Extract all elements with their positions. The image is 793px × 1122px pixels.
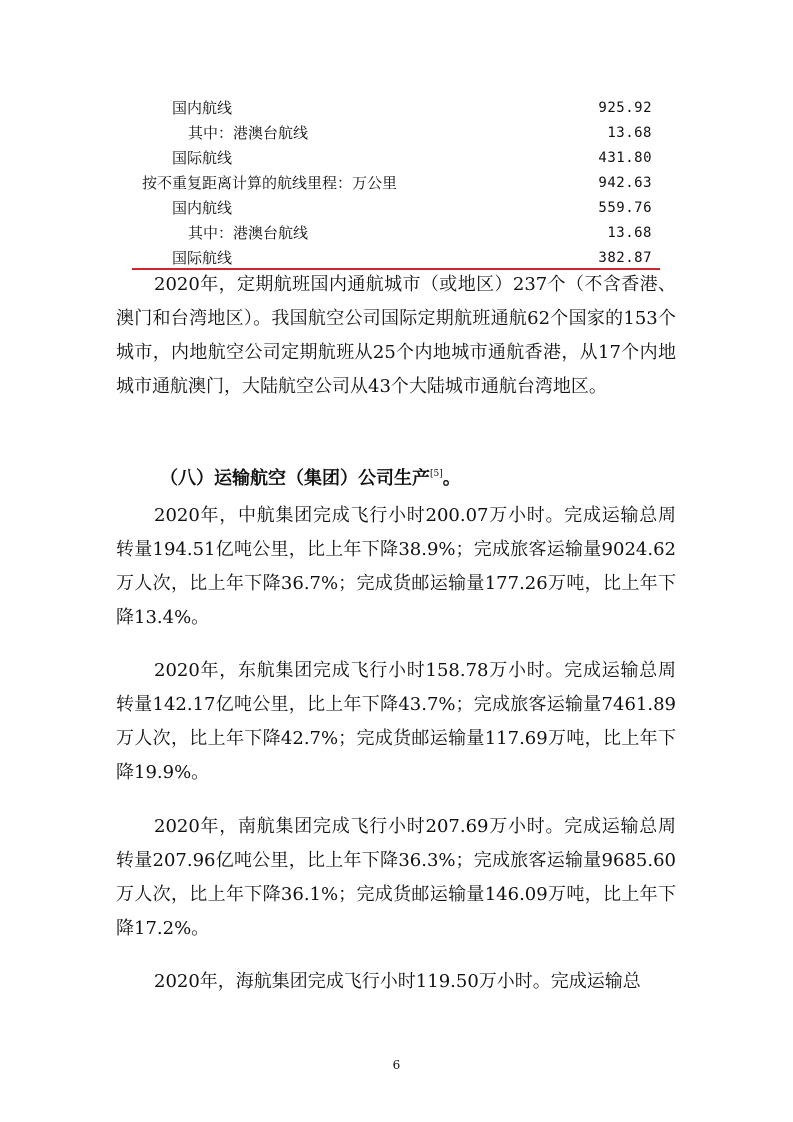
stat-label: 其中：港澳台航线	[188, 224, 309, 242]
stat-label: 国际航线	[172, 249, 233, 267]
stat-row	[128, 171, 662, 196]
stat-row	[128, 121, 662, 146]
stat-row	[128, 221, 662, 246]
stat-label: 国内航线	[172, 199, 233, 217]
section-heading-text: （八）运输航空（集团）公司生产	[160, 468, 430, 489]
paragraph-china-eastern-group: 2020年，东航集团完成飞行小时158.78万小时。完成运输总周转量142.17亿吨公里，比上年下降43.7%；完成旅客运输量7461.89万人次，比上年下降42.7%；完成货邮运输量117.69万吨，比上年下降19.9%。	[116, 660, 676, 783]
stat-row	[128, 196, 662, 221]
paragraph-china-southern-group: 2020年，南航集团完成飞行小时207.69万小时。完成运输总周转量207.96亿吨公里，比上年下降36.3%；完成旅客运输量9685.60万人次，比上年下降36.1%；完成货邮运输量146.09万吨，比上年下降17.2%。	[116, 816, 676, 939]
stat-value: 13.68	[607, 125, 652, 141]
page-number: 6	[392, 1058, 401, 1072]
paragraph-air-china-group: 2020年，中航集团完成飞行小时200.07万小时。完成运输总周转量194.51亿吨公里，比上年下降38.9%；完成旅客运输量9024.62万人次，比上年下降36.7%；完成货邮运输量177.26万吨，比上年下降13.4%。	[116, 505, 676, 628]
section-heading-period: 。	[442, 468, 461, 489]
stat-label: 按不重复距离计算的航线里程：万公里	[142, 174, 398, 192]
stat-label: 国内航线	[172, 99, 233, 117]
stat-value: 13.68	[607, 225, 652, 241]
stat-value: 925.92	[598, 100, 652, 116]
stat-value: 382.87	[598, 250, 652, 266]
paragraph-hna-group: 2020年，海航集团完成飞行小时119.50万小时。完成运输总	[154, 971, 641, 992]
section-heading	[160, 462, 461, 496]
stat-label: 其中：港澳台航线	[188, 124, 309, 142]
stat-value: 431.80	[598, 150, 652, 166]
stat-row	[128, 96, 662, 121]
stat-label: 国际航线	[172, 149, 233, 167]
stat-value: 942.63	[598, 175, 652, 191]
paragraph-routes: 2020年，定期航班国内通航城市（或地区）237个（不含香港、澳门和台湾地区）。我国航空公司国际定期航班通航62个国家的153个城市，内地航空公司定期航班从25个内地城市通航香港，从17个内地城市通航澳门，大陆航空公司从43个大陆城市通航台湾地区。	[116, 274, 676, 397]
stat-value: 559.76	[598, 200, 652, 216]
stat-row	[128, 146, 662, 171]
footnote-ref[interactable]: [5]	[430, 469, 443, 479]
stats-table	[128, 96, 662, 271]
